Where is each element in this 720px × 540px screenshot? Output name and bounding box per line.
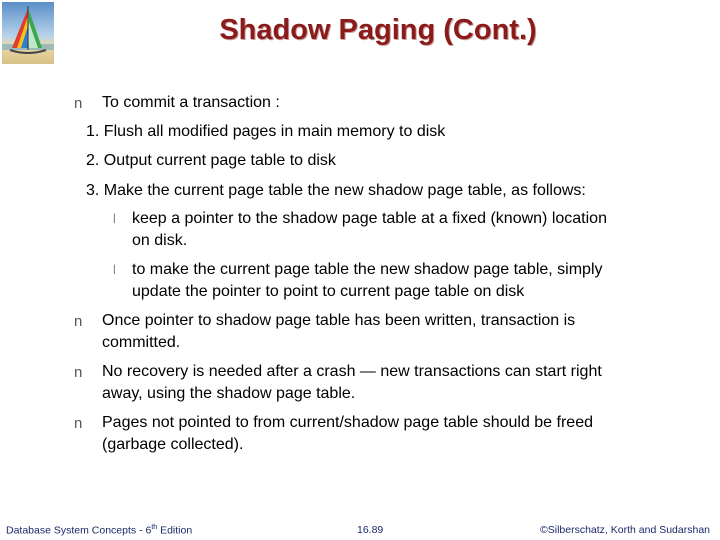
page-title: Shadow Paging (Cont.) (219, 14, 537, 46)
subbullet-1-line-2: on disk. (132, 232, 188, 249)
bullet-no-recovery-line-1: No recovery is needed after a crash — new transactions can start right (102, 363, 602, 380)
bullet-marker: n (74, 313, 83, 330)
bullet-marker: n (74, 415, 83, 432)
step-2: 2. Output current page table to disk (86, 152, 336, 169)
footer-book-title-prefix: Database System Concepts - 6 (6, 524, 152, 537)
bullet-pages-freed-line-1: Pages not pointed to from current/shadow page table should be freed (102, 414, 593, 431)
bullet-marker: n (74, 364, 83, 381)
subbullet-2-line-2: update the pointer to point to current page table on disk (132, 283, 525, 300)
bullet-commit: To commit a transaction : (102, 94, 280, 111)
subbullet-1-line-1: keep a pointer to the shadow page table at a fixed (known) location (132, 210, 607, 227)
subbullet-marker: l (113, 262, 116, 277)
footer-book-title (6, 524, 192, 537)
bullet-pointer-written-line-2: committed. (102, 334, 181, 351)
footer-edition-superscript: th (151, 524, 158, 531)
subbullet-2-line-1: to make the current page table the new shadow page table, simply (132, 261, 603, 278)
step-1: 1. Flush all modified pages in main memory to disk (86, 123, 446, 140)
footer-page-number: 16.89 (357, 524, 384, 536)
step-3: 3. Make the current page table the new shadow page table, as follows: (86, 182, 586, 199)
footer-book-title-suffix: Edition (157, 524, 193, 537)
subbullet-marker: l (113, 211, 116, 226)
footer-copyright: ©Silberschatz, Korth and Sudarshan (540, 524, 710, 536)
bullet-pages-freed-line-2: (garbage collected). (102, 436, 244, 453)
bullet-no-recovery-line-2: away, using the shadow page table. (102, 385, 356, 402)
bullet-pointer-written-line-1: Once pointer to shadow page table has been written, transaction is (102, 312, 576, 329)
bullet-marker: n (74, 95, 83, 112)
